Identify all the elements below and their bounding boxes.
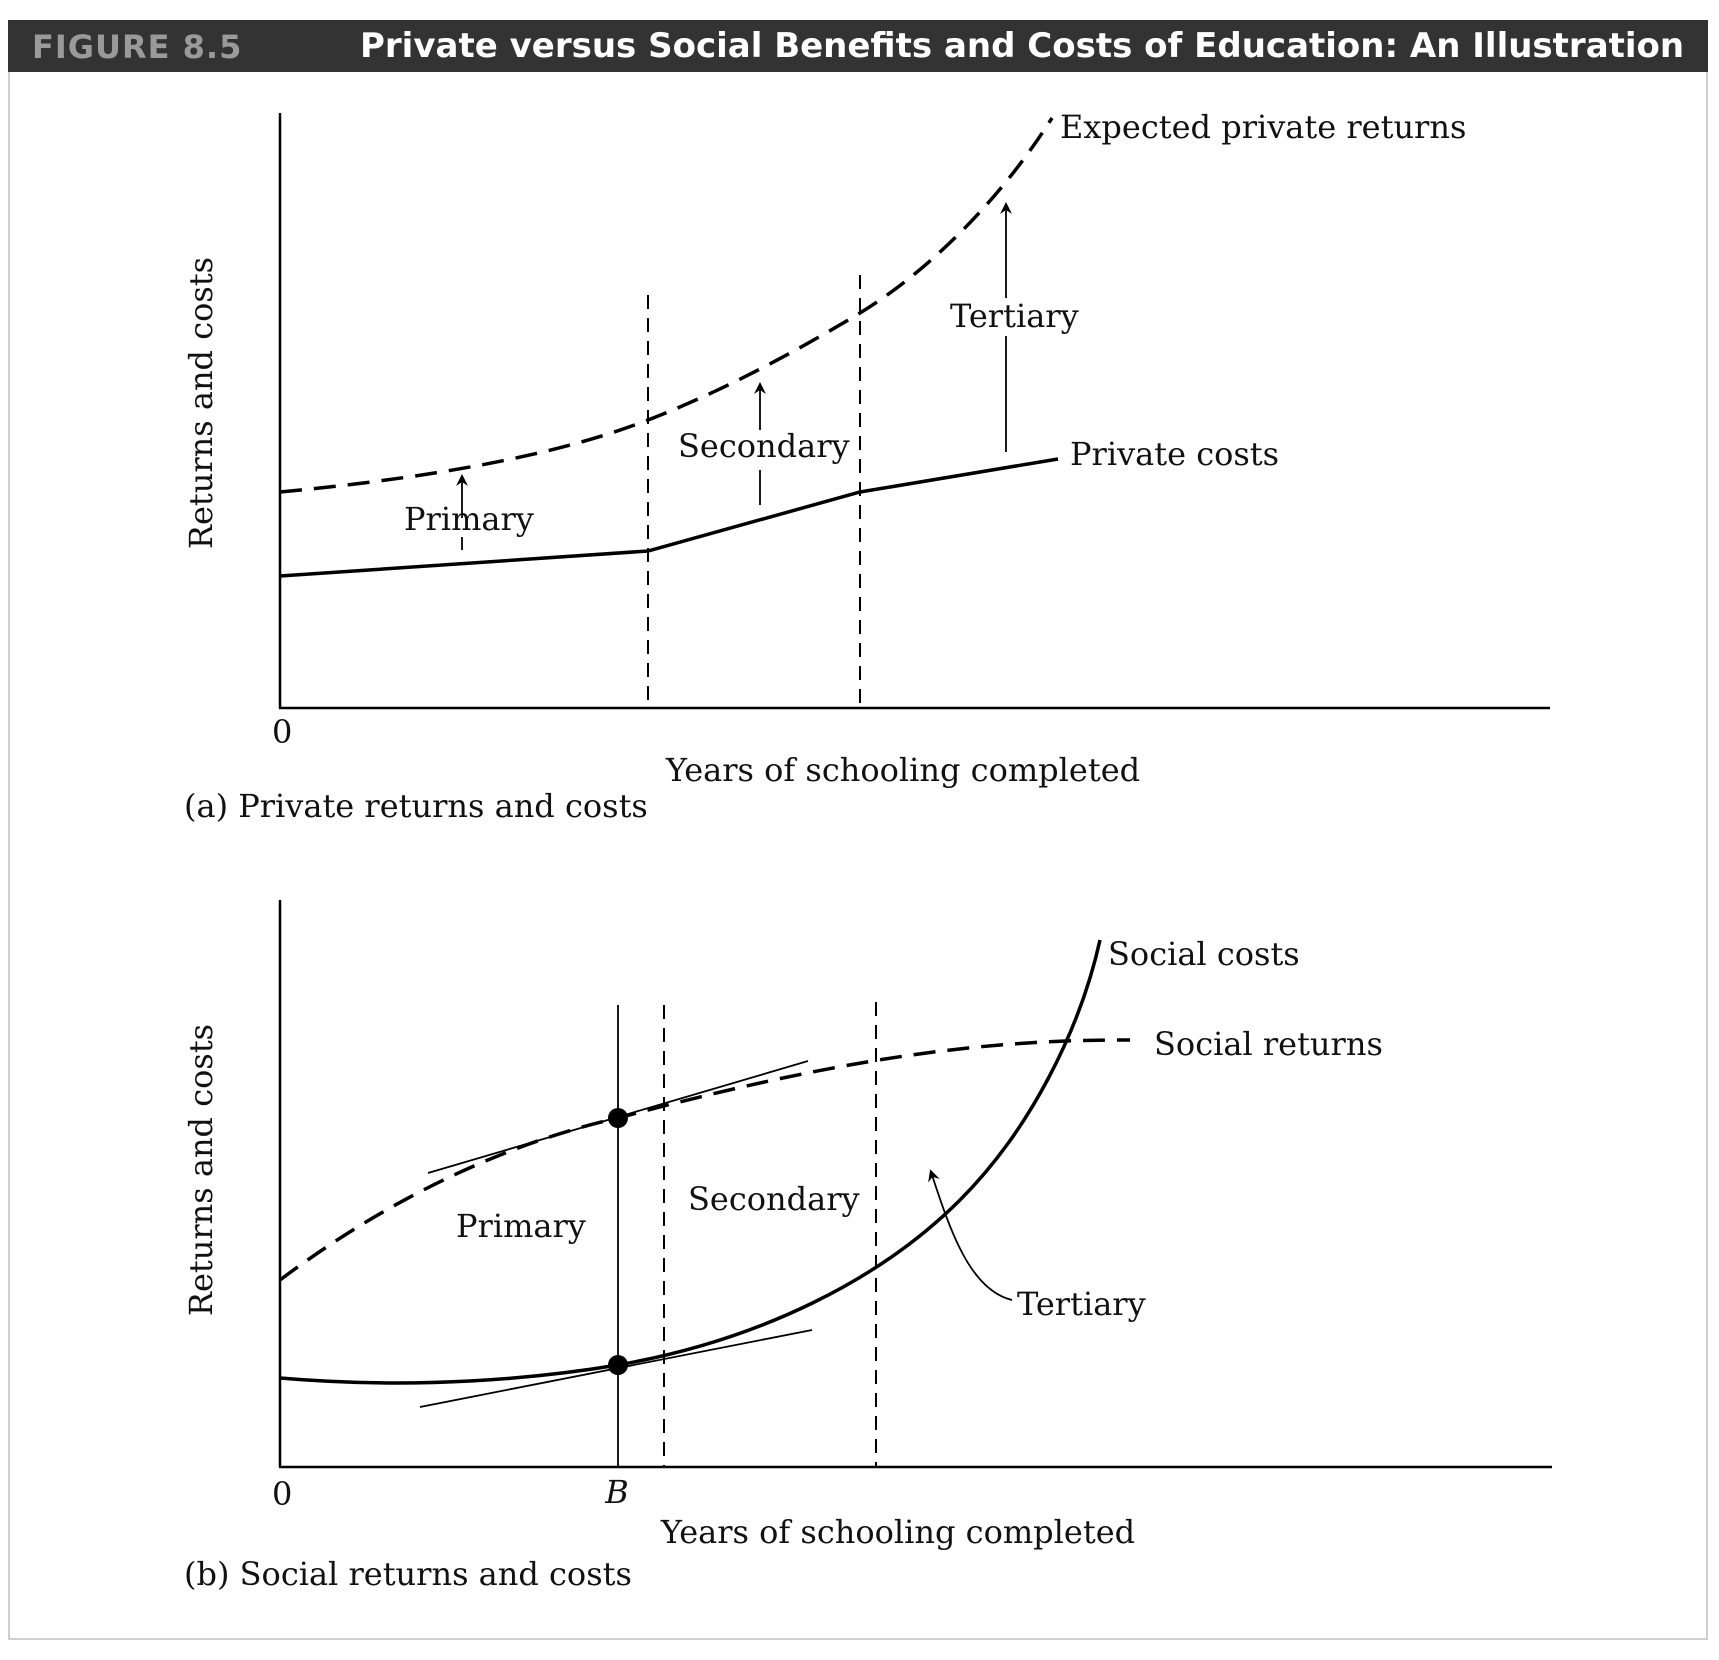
panel-b-caption: (b) Social returns and costs (184, 1555, 632, 1593)
private-costs-label: Private costs (1070, 435, 1280, 473)
panel-a-x-axis-label: Years of schooling completed (665, 751, 1141, 789)
figure-number: FIGURE 8.5 (32, 28, 243, 66)
panel-b-x-axis-label: Years of schooling completed (660, 1513, 1136, 1551)
panel-b-secondary-label: Secondary (688, 1180, 860, 1218)
panel-a-secondary-label: Secondary (678, 427, 850, 465)
panel-a-origin: 0 (272, 713, 293, 751)
panel-b-origin: 0 (272, 1475, 293, 1513)
social-costs-curve (280, 940, 1100, 1383)
panel-a-tertiary-label: Tertiary (950, 297, 1079, 335)
social-returns-point-b (608, 1108, 628, 1128)
tertiary-pointer-arrow (932, 1175, 1012, 1300)
panel-b-tertiary-label: Tertiary (1017, 1285, 1146, 1323)
social-returns-curve (280, 1040, 1130, 1280)
panel-b-primary-label: Primary (456, 1207, 586, 1245)
panel-a-y-axis-label: Returns and costs (182, 256, 220, 550)
private-costs-curve (280, 459, 1058, 576)
panel-a-primary-label: Primary (404, 500, 534, 538)
point-b-label: B (605, 1473, 629, 1511)
social-returns-label: Social returns (1154, 1025, 1383, 1063)
expected-private-returns-curve (280, 118, 1052, 492)
social-costs-point-b (608, 1355, 628, 1375)
social-costs-label: Social costs (1108, 935, 1300, 973)
panel-b-y-axis-label: Returns and costs (182, 1023, 220, 1317)
panel-b (182, 900, 1552, 1593)
panel-a (182, 108, 1550, 825)
expected-private-returns-label: Expected private returns (1060, 108, 1467, 146)
panel-a-caption: (a) Private returns and costs (184, 787, 648, 825)
figure-title: Private versus Social Benefits and Costs of Education: An Illustration (360, 26, 1685, 66)
